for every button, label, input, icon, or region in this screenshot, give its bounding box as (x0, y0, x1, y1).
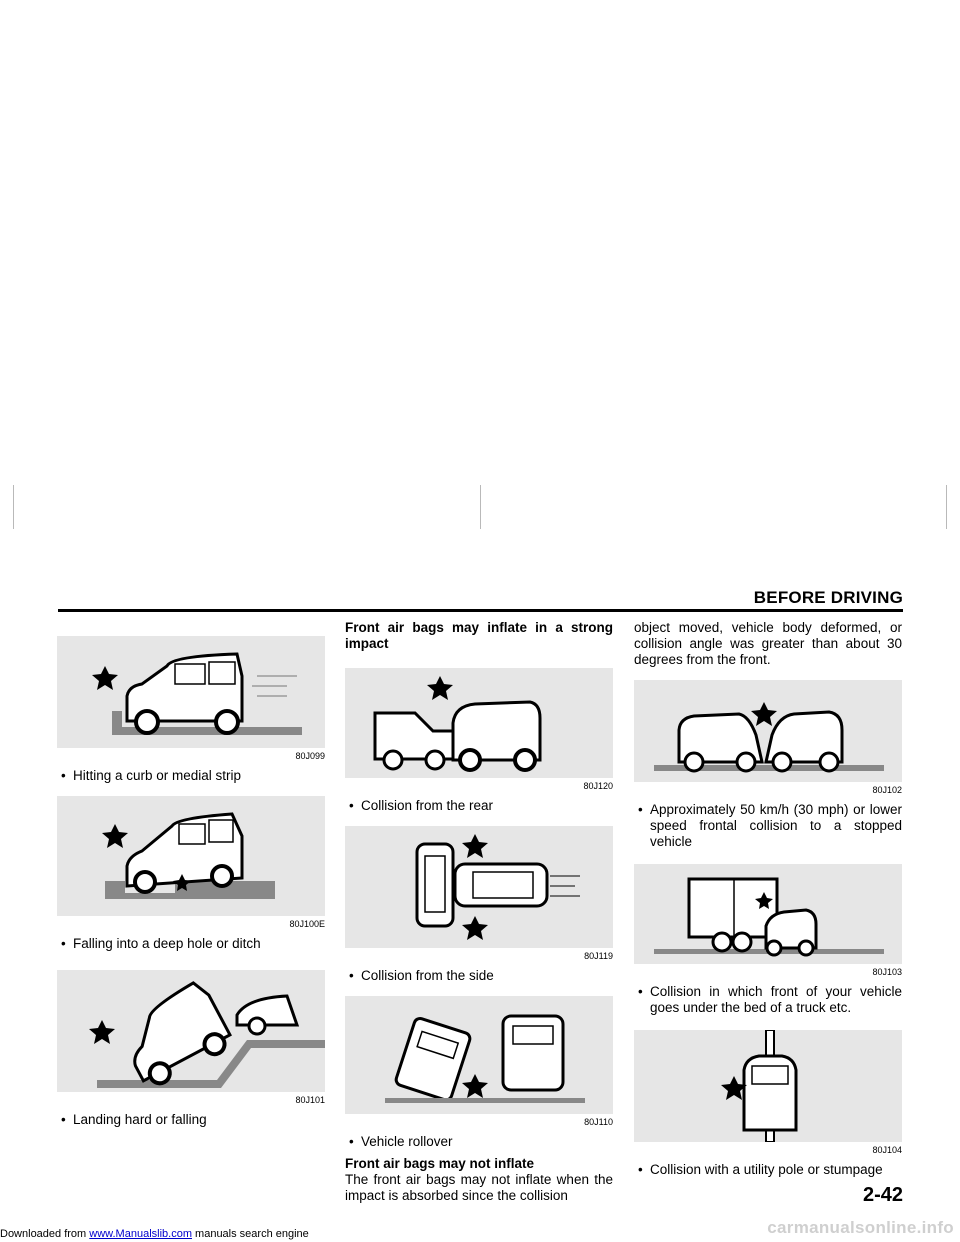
rollover-illustration (345, 996, 613, 1114)
footer-prefix: Downloaded from (0, 1228, 90, 1240)
section-title: BEFORE DRIVING (753, 588, 903, 607)
figure-code: 80J101 (295, 1095, 325, 1105)
bullet-item (634, 1162, 902, 1178)
bullet-text: Collision in which front of your vehicle goes under the bed of a truck etc. (650, 984, 902, 1015)
figure-rollover (345, 996, 613, 1114)
crop-mark-center (480, 485, 481, 529)
frontal-collision-illustration (634, 680, 902, 782)
section-heading: Front air bags may inflate in a strong impact (345, 620, 613, 651)
figure-underride (634, 864, 902, 964)
header-rule (58, 609, 903, 612)
bullet-glyph: • (61, 936, 66, 951)
bullet-glyph: • (638, 802, 643, 817)
figure-code: 80J120 (583, 781, 613, 791)
figure-code: 80J102 (872, 785, 902, 795)
car-curb-illustration (57, 636, 325, 748)
bullet-glyph: • (349, 968, 354, 983)
bullet-text: Collision with a utility pole or stumpage (650, 1162, 883, 1177)
bullet-item (57, 768, 325, 784)
section-subheading: Front air bags may not inflate (345, 1156, 535, 1171)
bullet-glyph: • (61, 768, 66, 783)
bullet-text: Hitting a curb or medial strip (73, 768, 242, 783)
bullet-text: Collision from the side (361, 968, 494, 983)
figure-pole (634, 1030, 902, 1142)
manualslib-link[interactable]: www.Manualslib.com (89, 1228, 192, 1240)
figure-code: 80J100E (289, 919, 325, 929)
bullet-glyph: • (349, 798, 354, 813)
figure-rear-collision (345, 668, 613, 778)
figure-code: 80J099 (295, 751, 325, 761)
body-paragraph: object moved, vehicle body deformed, or collision angle was greater than about 30 degrees from the front. (634, 620, 902, 667)
body-paragraph: The front air bags may not inflate when the impact is absorbed since the collision (345, 1172, 613, 1203)
figure-code: 80J119 (584, 951, 613, 961)
bullet-text: Approximately 50 km/h (30 mph) or lower speed frontal collision to a stopped vehicle (650, 802, 902, 849)
figure-code: 80J103 (872, 967, 902, 977)
download-footer (0, 1227, 309, 1241)
car-hole-illustration (57, 796, 325, 916)
rear-collision-illustration (345, 668, 613, 778)
bullet-glyph: • (638, 984, 643, 999)
car-falling-illustration (57, 970, 325, 1092)
bullet-item (634, 984, 902, 1016)
bullet-glyph: • (349, 1134, 354, 1149)
figure-frontal-collision (634, 680, 902, 782)
page-number: 2-42 (862, 1184, 903, 1206)
bullet-text: Collision from the rear (361, 798, 494, 813)
bullet-glyph: • (638, 1162, 643, 1177)
bullet-text: Falling into a deep hole or ditch (73, 936, 261, 951)
column-2 (345, 620, 613, 1204)
figure-code: 80J104 (872, 1145, 902, 1155)
bullet-item (57, 1112, 325, 1128)
figure-code: 80J110 (584, 1117, 613, 1127)
footer-suffix: manuals search engine (191, 1228, 309, 1240)
figure-falling (57, 970, 325, 1092)
bullet-item (634, 802, 902, 850)
bullet-item (57, 936, 325, 952)
bullet-item (345, 968, 613, 984)
crop-mark-right (946, 485, 947, 529)
bullet-item (345, 1134, 613, 1150)
figure-side-collision (345, 826, 613, 948)
underride-illustration (634, 864, 902, 964)
column-1 (57, 620, 325, 1128)
crop-mark-left (13, 485, 14, 529)
pole-collision-illustration (634, 1030, 902, 1142)
figure-hole (57, 796, 325, 916)
watermark: carmanualsonline.info (767, 1218, 954, 1237)
bullet-glyph: • (61, 1112, 66, 1127)
bullet-text: Landing hard or falling (73, 1112, 207, 1127)
column-3 (634, 620, 902, 1178)
bullet-item (345, 798, 613, 814)
bullet-text: Vehicle rollover (361, 1134, 453, 1149)
figure-curb (57, 636, 325, 748)
side-collision-illustration (345, 826, 613, 948)
